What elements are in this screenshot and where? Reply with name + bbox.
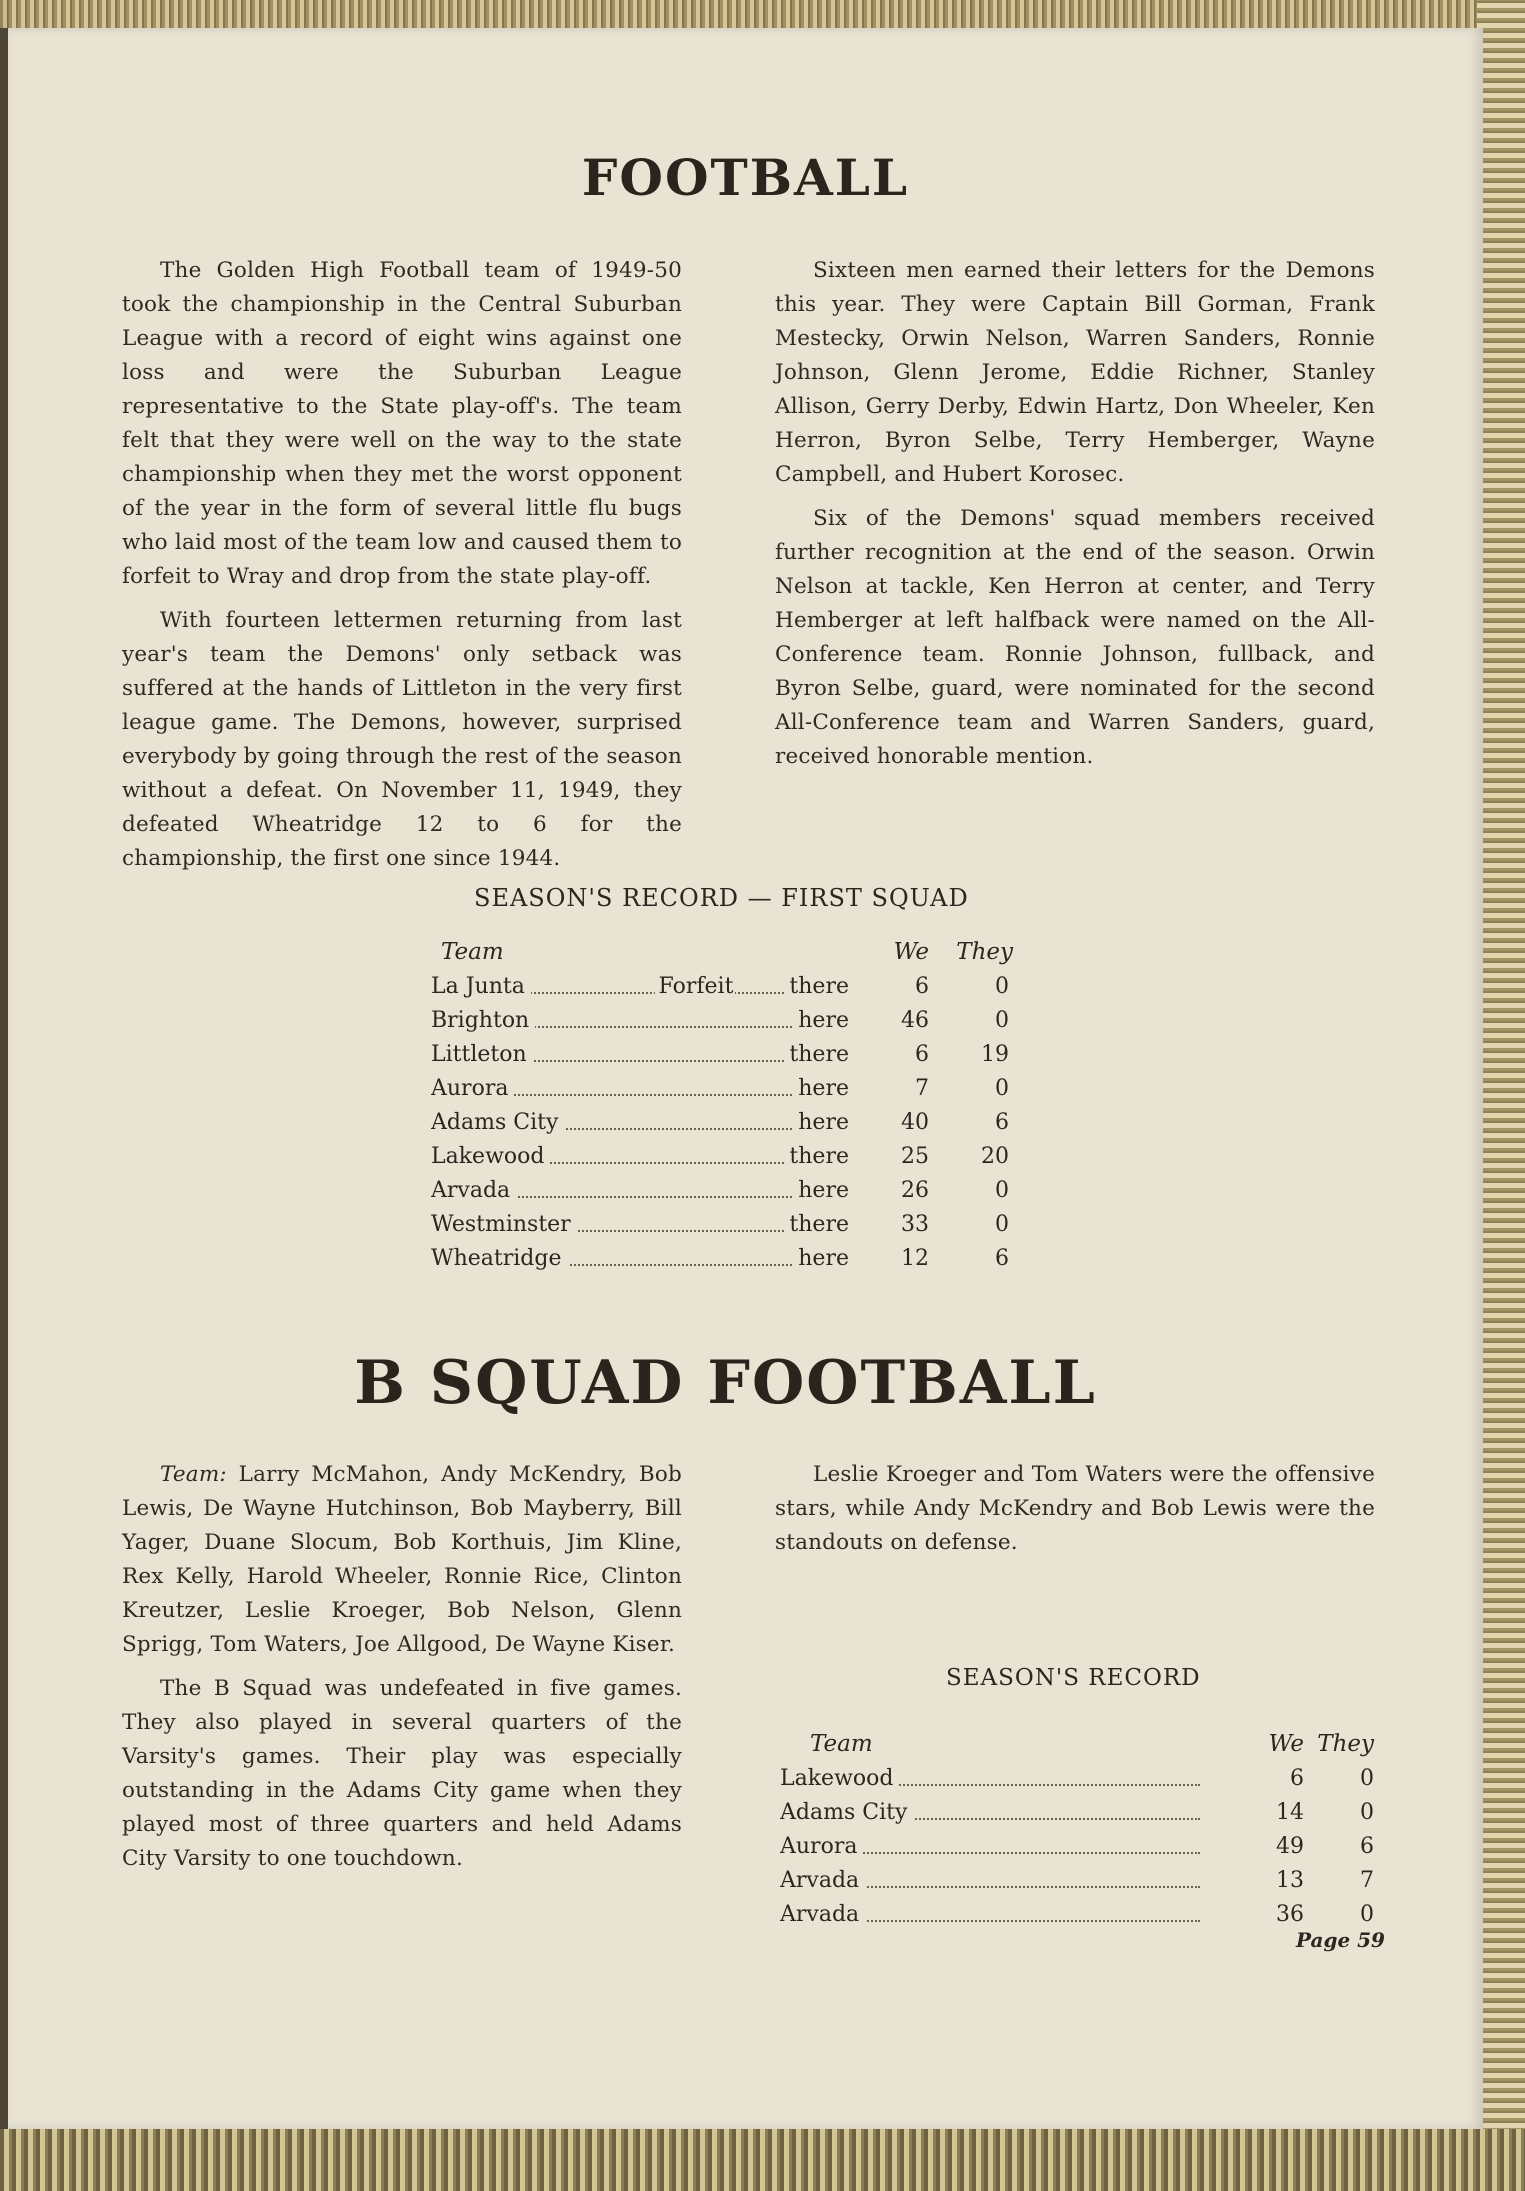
cell-we-score: 46: [901, 1007, 929, 1033]
venue: here: [794, 1246, 851, 1271]
team-name: Adams City: [780, 1800, 913, 1825]
cell-they-score: 0: [1360, 1765, 1374, 1791]
first-squad-record-title: SEASON'S RECORD — FIRST SQUAD: [474, 884, 969, 912]
cell-we-score: 49: [1276, 1833, 1304, 1859]
cell-they-score: 7: [1360, 1867, 1374, 1893]
cell-they-score: 0: [995, 973, 1009, 999]
table-header-row: [780, 1727, 1374, 1761]
football-paragraph-3: Sixteen men earned their letters for the Demons this year. They were Captain Bill Gorman, Frank Mestecky, Orwin Nelson, Warren Sanders, Ronnie Johnson, Glenn Jerome, Eddie Richner, Stanley Allison, Gerry Derby, Edwin Hartz, Don Wheeler, Ken Herron, Byron Selbe, Terry Hemberger, Wayne Campbell, and Hubert Korosec.: [775, 258, 1375, 487]
b-squad-paragraph-2: The B Squad was undefeated in five games. They also played in several quarters of the Varsity's games. Their play was especially outstanding in the Adams City game when they played most of three quarters and held Adams City Varsity to one touchdown.: [122, 1676, 682, 1871]
team-name: La Junta: [431, 974, 531, 999]
header-we: We: [1268, 1731, 1304, 1757]
cell-they-score: 0: [1360, 1901, 1374, 1927]
venue: there: [785, 974, 851, 999]
team-name: Arvada: [431, 1178, 516, 1203]
team-name: Aurora: [431, 1076, 514, 1101]
venue: there: [785, 1042, 851, 1067]
team-name: Wheatridge: [431, 1246, 568, 1271]
football-paragraph-4: Six of the Demons' squad members received further recognition at the end of the season. Orwin Nelson at tackle, Ken Herron at center, and Terry Hemberger at left halfback were named on the All-Conference team. Ronnie Johnson, fullback, and Byron Selbe, guard, were nominated for the second All-Conference team and Warren Sanders, guard, received honorable mention.: [775, 506, 1375, 769]
football-paragraph-2: With fourteen lettermen returning from last year's team the Demons' only setback was suffered at the hands of Littleton in the very first league game. The Demons, however, surprised everybody by going through the rest of the season without a defeat. On November 11, 1949, they defeated Wheatridge 12 to 6 for the championship, the first one since 1944.: [122, 608, 682, 871]
forfeit-note: Forfeit: [655, 974, 736, 999]
b-squad-record-table: [780, 1727, 1374, 1931]
b-squad-heading: B SQUAD FOOTBALL: [354, 1348, 1097, 1418]
cell-they-score: 0: [995, 1211, 1009, 1237]
table-row: [431, 1241, 1013, 1275]
table-row: [431, 969, 1013, 1003]
right-border: [1477, 0, 1525, 2191]
table-row: [431, 1037, 1013, 1071]
cell-we-score: 26: [901, 1177, 929, 1203]
football-column-left: [122, 254, 682, 886]
team-label: Team:: [160, 1462, 227, 1487]
book-spine: [0, 0, 8, 2191]
table-row: [780, 1897, 1374, 1931]
b-squad-record-title: SEASON'S RECORD: [946, 1665, 1201, 1691]
cell-we-score: 6: [1290, 1765, 1304, 1791]
cell-team: [780, 1897, 1200, 1931]
cell-we-score: 14: [1276, 1799, 1304, 1825]
cell-we-score: 40: [901, 1109, 929, 1135]
team-name: Adams City: [431, 1110, 564, 1135]
cell-team: [780, 1829, 1200, 1863]
table-row: [780, 1761, 1374, 1795]
table-row: [431, 1071, 1013, 1105]
cell-they-score: 6: [995, 1245, 1009, 1271]
cell-team: [431, 969, 851, 1003]
team-name: Aurora: [780, 1834, 863, 1859]
table-row: [431, 1173, 1013, 1207]
venue: here: [794, 1076, 851, 1101]
team-name: Littleton: [431, 1042, 533, 1067]
cell-team: [780, 1761, 1200, 1795]
cell-they-score: 20: [981, 1143, 1009, 1169]
football-paragraph-1: The Golden High Football team of 1949-50 took the championship in the Central Suburban League with a record of eight wins against one loss and were the Suburban League representative to the State play-off's. The team felt that they were well on the way to the state championship when they met the worst opponent of the year in the form of several little flu bugs who laid most of the team low and caused them to forfeit to Wray and drop from the state play-off.: [122, 258, 682, 589]
top-border: [0, 0, 1525, 28]
team-name: Brighton: [431, 1008, 535, 1033]
cell-team: [431, 1241, 851, 1275]
header-they: They: [956, 939, 1013, 965]
table-row: [780, 1795, 1374, 1829]
table-row: [431, 1207, 1013, 1241]
page-number: Page 59: [1296, 1928, 1385, 1952]
cell-team: [431, 1207, 851, 1241]
cell-we-score: 36: [1276, 1901, 1304, 1927]
venue: here: [794, 1008, 851, 1033]
cell-we-score: 33: [901, 1211, 929, 1237]
team-name: Lakewood: [431, 1144, 550, 1169]
team-name: Westminster: [431, 1212, 577, 1237]
team-roster: Larry McMahon, Andy McKendry, Bob Lewis, De Wayne Hutchinson, Bob Mayberry, Bill Yager, Duane Slocum, Bob Korthuis, Jim Kline, Rex Kelly, Harold Wheeler, Ronnie Rice, Clinton Kreutzer, Leslie Kroeger, Bob Nelson, Glenn Sprigg, Tom Waters, Joe Allgood, De Wayne Kiser.: [122, 1462, 682, 1657]
cell-we-score: 12: [901, 1245, 929, 1271]
team-name: Lakewood: [780, 1766, 899, 1791]
football-heading: FOOTBALL: [581, 148, 910, 207]
table-row: [780, 1829, 1374, 1863]
table-row: [431, 1139, 1013, 1173]
cell-they-score: 0: [995, 1007, 1009, 1033]
table-row: [431, 1105, 1013, 1139]
b-squad-column-left: [122, 1458, 682, 1886]
venue: there: [785, 1144, 851, 1169]
header-we: We: [893, 939, 929, 965]
cell-we-score: 6: [915, 1041, 929, 1067]
first-squad-record-table: [431, 935, 1013, 1275]
cell-team: [431, 1037, 851, 1071]
header-team: Team: [441, 939, 504, 965]
cell-we-score: 13: [1276, 1867, 1304, 1893]
cell-team: [780, 1863, 1200, 1897]
team-name: Arvada: [780, 1868, 865, 1893]
cell-team: [431, 1139, 851, 1173]
cell-they-score: 0: [995, 1075, 1009, 1101]
b-squad-team-paragraph: [122, 1458, 682, 1662]
table-row: [780, 1863, 1374, 1897]
header-they: They: [1317, 1731, 1374, 1757]
cell-team: [431, 1173, 851, 1207]
venue: here: [794, 1178, 851, 1203]
cell-they-score: 0: [995, 1177, 1009, 1203]
cell-team: [431, 1071, 851, 1105]
cell-we-score: 7: [915, 1075, 929, 1101]
cell-they-score: 6: [995, 1109, 1009, 1135]
cell-they-score: 6: [1360, 1833, 1374, 1859]
table-header-row: [431, 935, 1013, 969]
table-row: [431, 1003, 1013, 1037]
team-name: Arvada: [780, 1902, 865, 1927]
cell-they-score: 0: [1360, 1799, 1374, 1825]
venue: here: [794, 1110, 851, 1135]
b-squad-stars-paragraph: Leslie Kroeger and Tom Waters were the offensive stars, while Andy McKendry and Bob Lewis were the standouts on defense.: [775, 1462, 1375, 1555]
cell-we-score: 6: [915, 973, 929, 999]
yearbook-page: [8, 28, 1483, 2129]
cell-team: [780, 1795, 1200, 1829]
venue: there: [785, 1212, 851, 1237]
b-squad-column-right: [775, 1458, 1375, 1570]
cell-we-score: 25: [901, 1143, 929, 1169]
cell-team: [431, 1003, 851, 1037]
football-column-right: [775, 254, 1375, 784]
bottom-border: [0, 2129, 1525, 2191]
cell-they-score: 19: [981, 1041, 1009, 1067]
header-team: Team: [810, 1731, 873, 1757]
cell-team: [431, 1105, 851, 1139]
